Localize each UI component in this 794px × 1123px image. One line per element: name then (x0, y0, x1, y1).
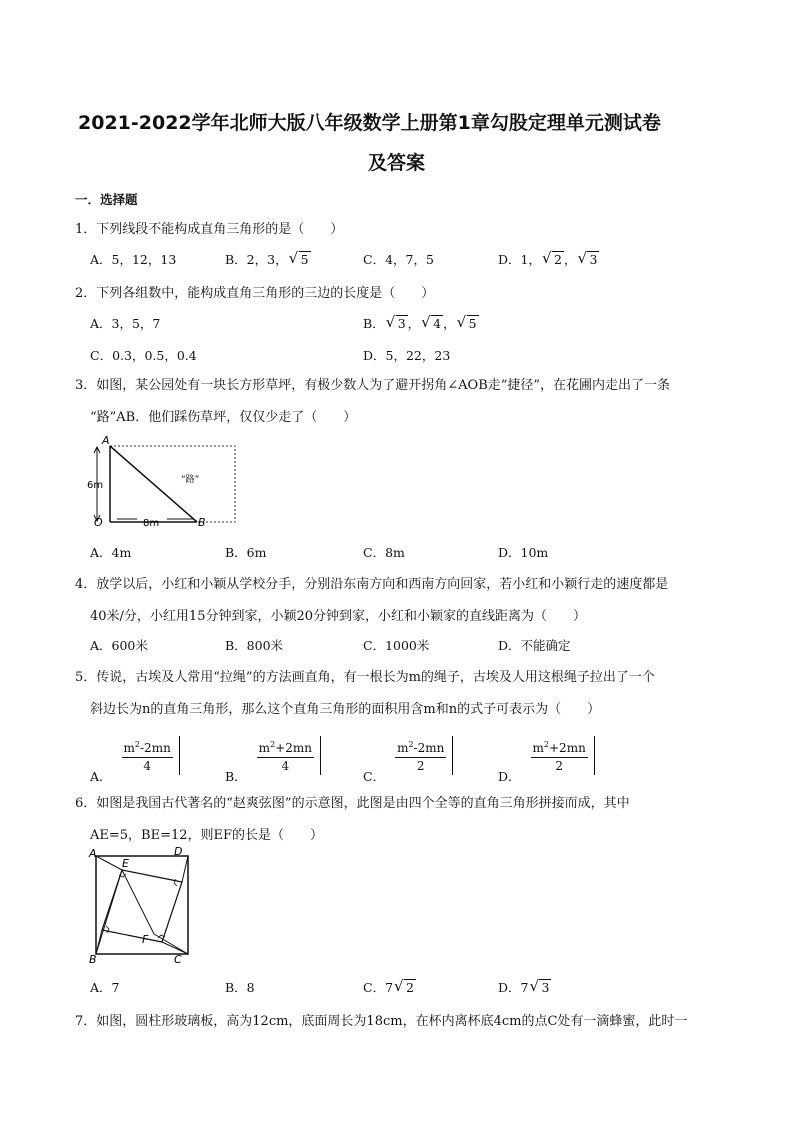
radical: √ 2 (543, 251, 564, 267)
q5-c-label: C． (363, 769, 386, 784)
q6-option-b: B．8 (225, 980, 255, 995)
q3-option-a: A．4m (90, 545, 132, 560)
right-angle-mark (106, 926, 109, 933)
radical: √ 2 (395, 979, 416, 995)
q2-b-sep1: ， (407, 316, 421, 331)
q5-b-fraction: $\frac{m^2+2mn}{4}$ (251, 736, 321, 775)
q5-d-fraction: $\frac{m^2+2mn}{2}$ (525, 736, 595, 775)
q5-line1: 5．传说，古埃及人常用“拉绳”的方法画直角，有一根长为m的绳子，古埃及人用这根绳子拉出了一个 (75, 670, 655, 685)
q2-option-d: D．5，22，23 (363, 348, 451, 363)
title-line1: 2021-2022学年北师大版八年级数学上册第1章勾股定理单元测试卷 (78, 112, 661, 134)
q5-option-c (363, 736, 453, 785)
q2-b-sep2: ， (443, 316, 456, 331)
q4-option-d: D．不能确定 (498, 638, 571, 653)
q6-line1: 6．如图是我国古代著名的“赵爽弦图”的示意图，此图是由四个全等的直角三角形拼接而成，其中 (75, 796, 630, 811)
fig-label-a: A (89, 847, 97, 860)
lawn-rect (110, 446, 235, 522)
q2-option-a: A．3，5，7 (90, 316, 161, 331)
radical: √ 5 (458, 315, 479, 331)
q5-option-d (498, 736, 595, 785)
q6-figure (86, 846, 196, 966)
q4-line2: 40米/分，小红用15分钟到家，小颖20分钟到家，小红和小颖家的直线距离为（ ） (90, 609, 587, 624)
radical: √ 5 (290, 251, 311, 267)
inner-square (102, 870, 182, 942)
q4-option-a: A．600米 (90, 638, 148, 653)
q5-a-fraction: $\frac{m^2-2mn}{4}$ (116, 736, 180, 775)
fig-label-f: F (142, 933, 149, 946)
fig-label-6m: 6m (87, 480, 104, 491)
q1-d-sep: ， (563, 252, 577, 267)
q1-stem: 1．下列线段不能构成直角三角形的是（ ） (75, 222, 344, 237)
radical: √ 3 (387, 315, 408, 331)
fig-label-8m: 8m (143, 518, 160, 528)
q1-option-c: C．4，7，5 (363, 252, 434, 267)
seg-ef (122, 870, 154, 934)
q1-option-a: A．5，12，13 (90, 252, 177, 267)
fig-label-road: “路” (181, 475, 200, 485)
q1-b-text: B．2，3， (225, 252, 288, 267)
q6-d-text: D．7 (498, 980, 529, 995)
q2-option-b (363, 314, 479, 332)
q4-option-c: C．1000米 (363, 638, 430, 653)
q4-option-b: B．800米 (225, 638, 284, 653)
q5-a-label: A． (90, 769, 112, 784)
q3-option-c: C．8m (363, 545, 405, 560)
q3-line1: 3．如图，某公园处有一块长方形草坪，有极少数人为了避开拐角∠AOB走“捷径”，在花圃内走出了一条 (75, 378, 671, 393)
fig-label-b: B (198, 516, 206, 528)
q5-option-b (225, 736, 321, 785)
q3-line2: “路”AB．他们踩伤草坪，仅仅少走了（ ） (90, 410, 357, 425)
q5-line2: 斜边长为n的直角三角形，那么这个直角三角形的面积用含m和n的式子可表示为（ ） (90, 702, 601, 717)
fig-label-d: D (174, 846, 183, 858)
fig-label-c: C (174, 953, 182, 966)
q2-b-text: B． (363, 316, 385, 331)
q3-figure (85, 436, 245, 528)
q5-option-a (90, 736, 180, 785)
q5-b-label: B． (225, 769, 247, 784)
q5-c-fraction: $\frac{m^2-2mn}{2}$ (389, 736, 453, 775)
q6-option-c (363, 978, 416, 996)
q3-option-b: B．6m (225, 545, 267, 560)
q7-line1: 7．如图，圆柱形玻璃板，高为12cm，底面周长为18cm，在杯内离杯底4cm的点C处有一滴蜂蜜，此时一 (75, 1014, 688, 1029)
q6-line2: AE=5，BE=12，则EF的长是（ ） (90, 828, 324, 843)
q2-stem: 2．下列各组数中，能构成直角三角形的三边的长度是（ ） (75, 286, 435, 301)
q2-option-c: C．0.3，0.5，0.4 (90, 348, 197, 363)
seg-eb (96, 870, 122, 954)
q6-option-d (498, 978, 551, 996)
seg-d (182, 856, 188, 882)
radical: √ 4 (422, 315, 443, 331)
radical: √ 3 (578, 251, 599, 267)
seg-ae (96, 856, 122, 870)
q3-option-d: D．10m (498, 545, 549, 560)
q1-option-d (498, 250, 599, 268)
fig-label-b: B (89, 953, 97, 966)
q6-option-a: A．7 (90, 980, 120, 995)
fig-label-e: E (122, 857, 129, 870)
fig-label-o: O (94, 516, 103, 528)
radical: √ 3 (530, 979, 551, 995)
q1-d-text: D．1， (498, 252, 541, 267)
title-line2: 及答案 (368, 152, 426, 174)
section-heading: 一．选择题 (75, 192, 138, 207)
q4-line1: 4．放学以后，小红和小颖从学校分手，分别沿东南方向和西南方向回家，若小红和小颖行走的速度都是 (75, 577, 669, 592)
q1-option-b (225, 250, 311, 268)
q5-d-label: D． (498, 769, 521, 784)
fig-label-a: A (102, 436, 110, 447)
q6-c-text: C．7 (363, 980, 394, 995)
